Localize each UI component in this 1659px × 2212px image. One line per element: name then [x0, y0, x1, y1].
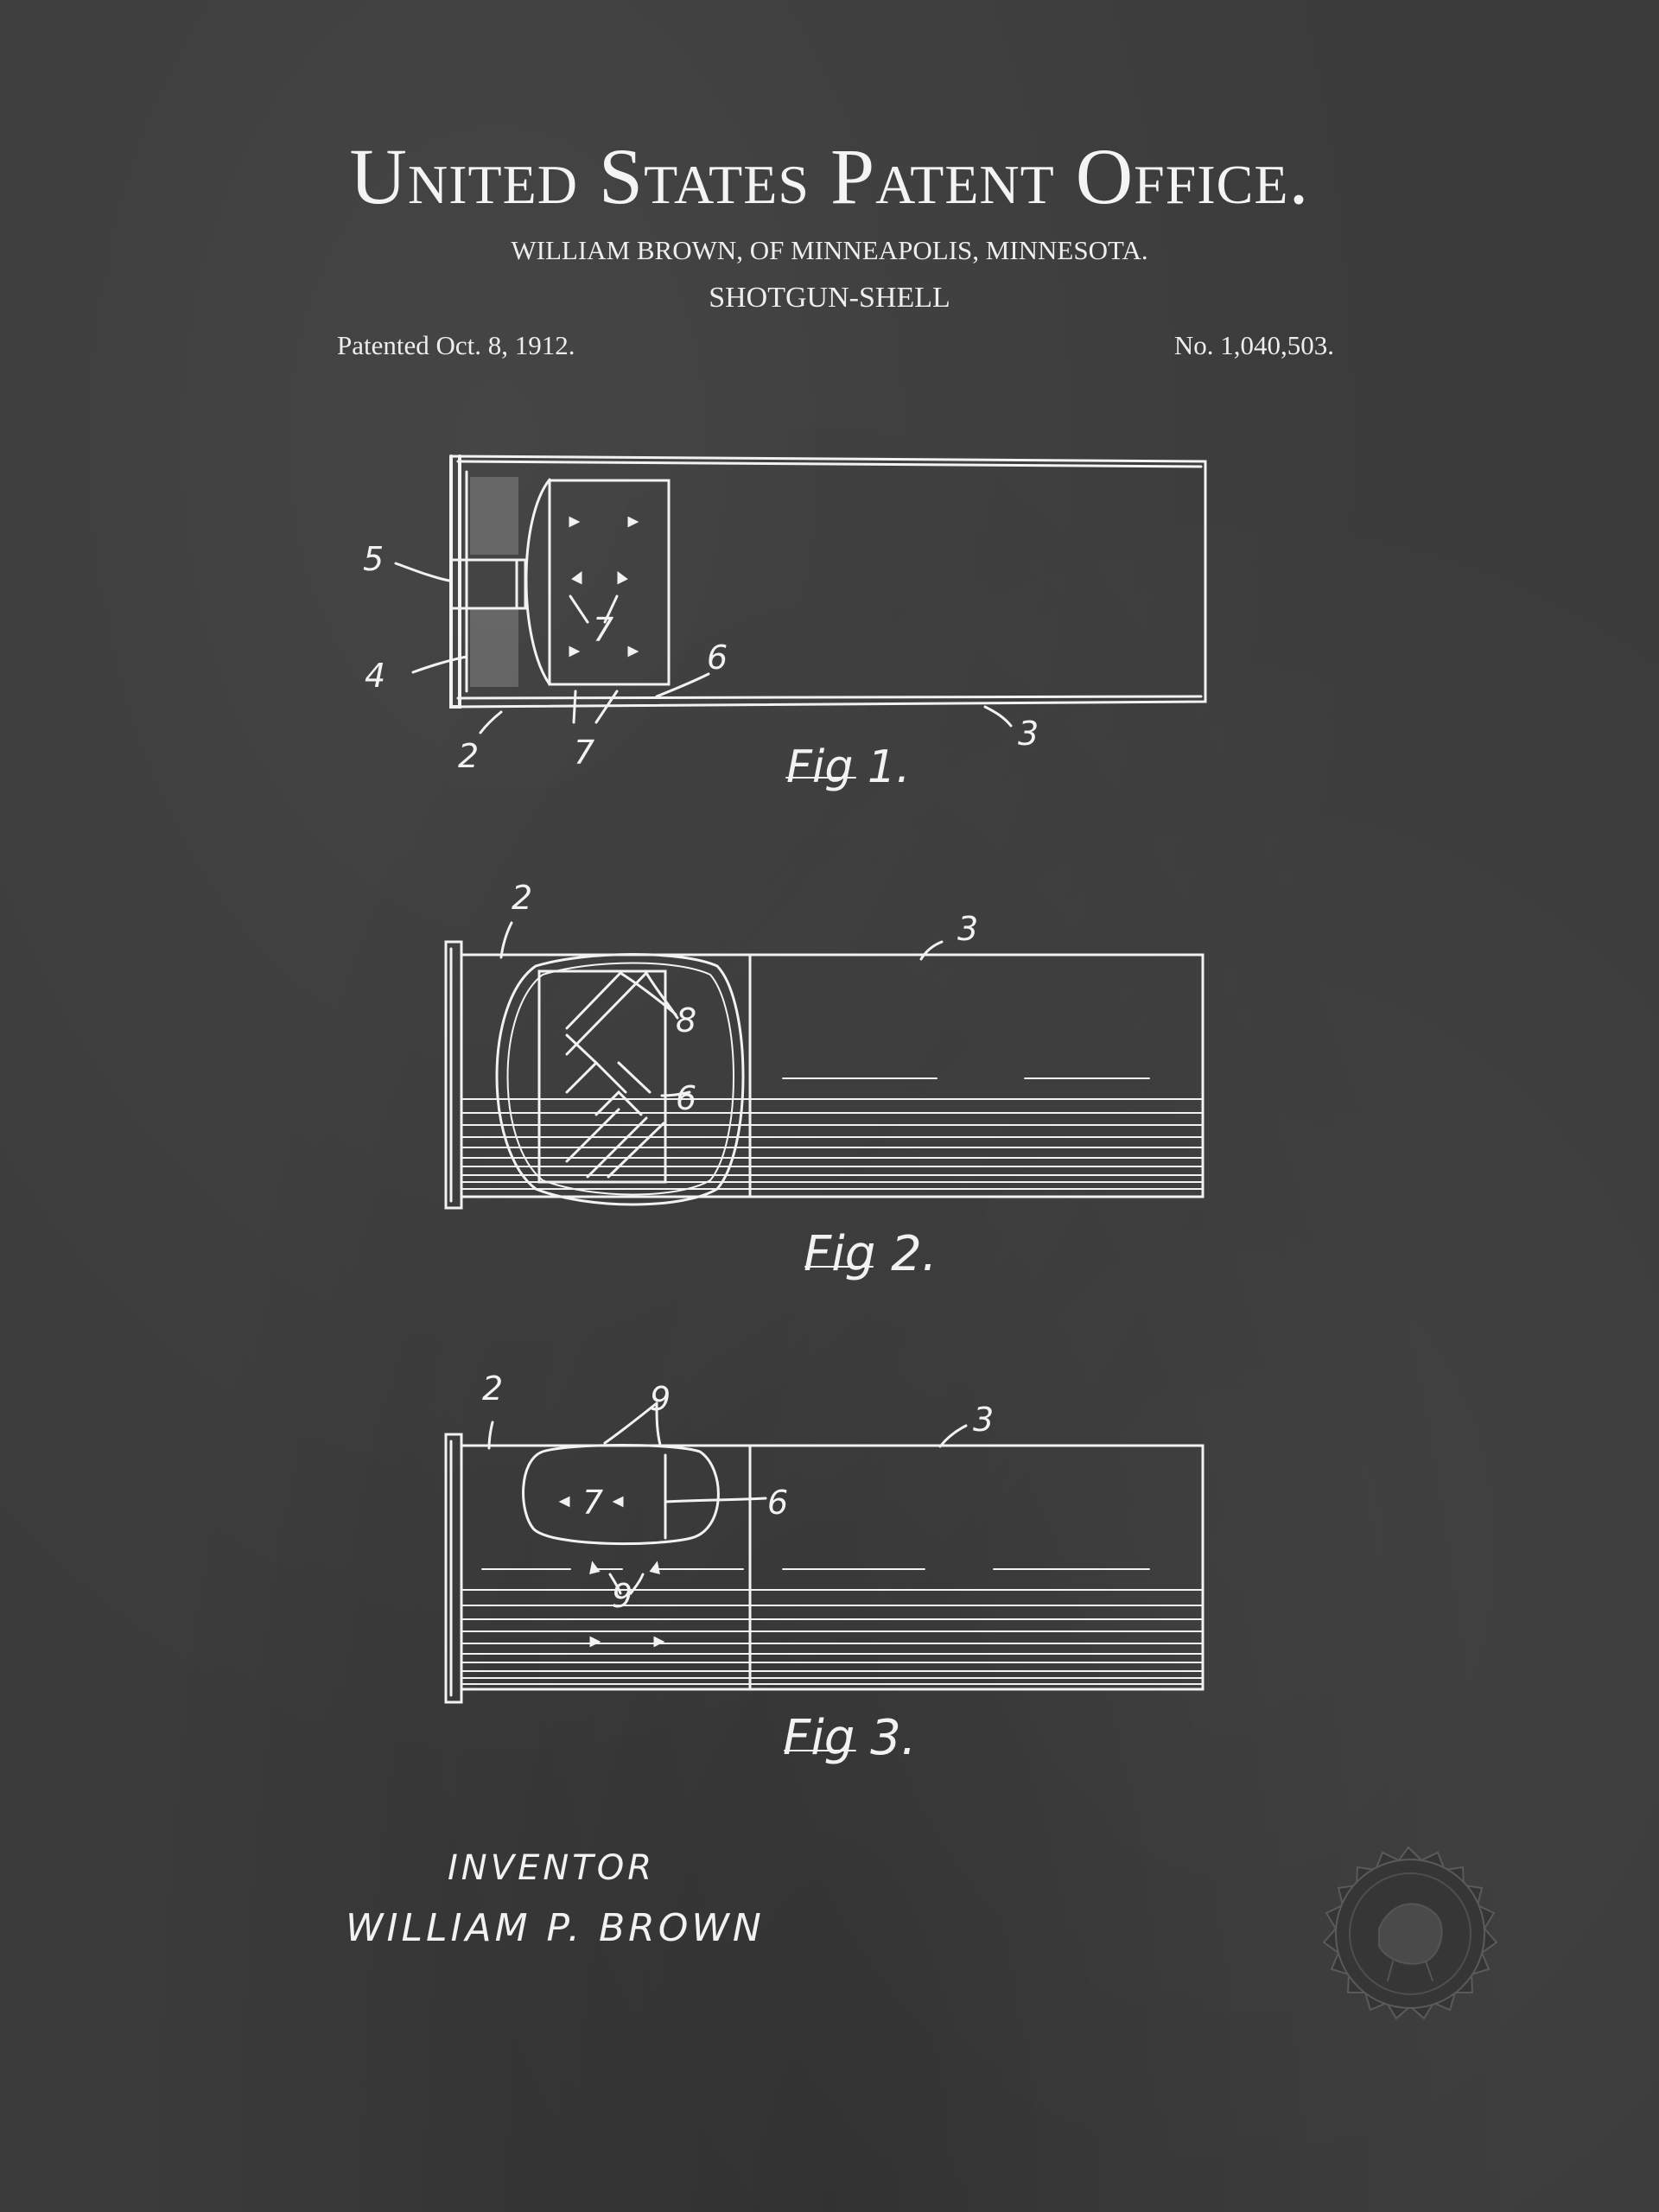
fig2-caption: Fig 2. — [804, 1226, 938, 1282]
signature-name: WILLIAM P. BROWN — [346, 1906, 765, 1950]
fig3-caption: Fig 3. — [783, 1710, 917, 1766]
inventor-line: WILLIAM BROWN, OF MINNEAPOLIS, MINNESOTA. — [511, 235, 1148, 265]
fig2-ref-6: 6 — [676, 1079, 697, 1117]
fig3-ref-7: 7 — [582, 1484, 604, 1522]
fig3-ref-6: 6 — [767, 1484, 789, 1522]
fig3-ref-2: 2 — [482, 1370, 504, 1408]
figure-2 — [446, 879, 1203, 1282]
office-heading: United States Patent Office. — [349, 132, 1310, 220]
patent-number: No. 1,040,503. — [1173, 330, 1334, 360]
fig3-ref-3: 3 — [973, 1401, 995, 1439]
fig1-ref-3: 3 — [1018, 715, 1039, 753]
fig2-ref-3: 3 — [957, 910, 979, 948]
fig2-ref-8: 8 — [676, 1001, 697, 1039]
fig3-ref-9b: 9 — [612, 1577, 633, 1615]
fig1-ref-6: 6 — [707, 639, 728, 677]
fig1-ref-7a: 7 — [593, 611, 614, 649]
seal-icon — [1324, 1847, 1497, 2018]
fig1-ref-7b: 7 — [574, 734, 595, 772]
fig1-ref-2: 2 — [458, 737, 480, 775]
figure-3 — [446, 1370, 1203, 1766]
fig1-ref-4: 4 — [365, 657, 386, 695]
figure-1 — [363, 456, 1205, 793]
patent-date: Patented Oct. 8, 1912. — [337, 330, 575, 360]
fig1-ref-5: 5 — [363, 540, 385, 578]
fig1-caption: Fig 1. — [786, 741, 911, 793]
fig3-ref-9a: 9 — [650, 1380, 671, 1418]
fig2-ref-2: 2 — [512, 879, 533, 917]
patent-title: SHOTGUN-SHELL — [709, 282, 950, 314]
signature-label: INVENTOR — [448, 1848, 655, 1888]
